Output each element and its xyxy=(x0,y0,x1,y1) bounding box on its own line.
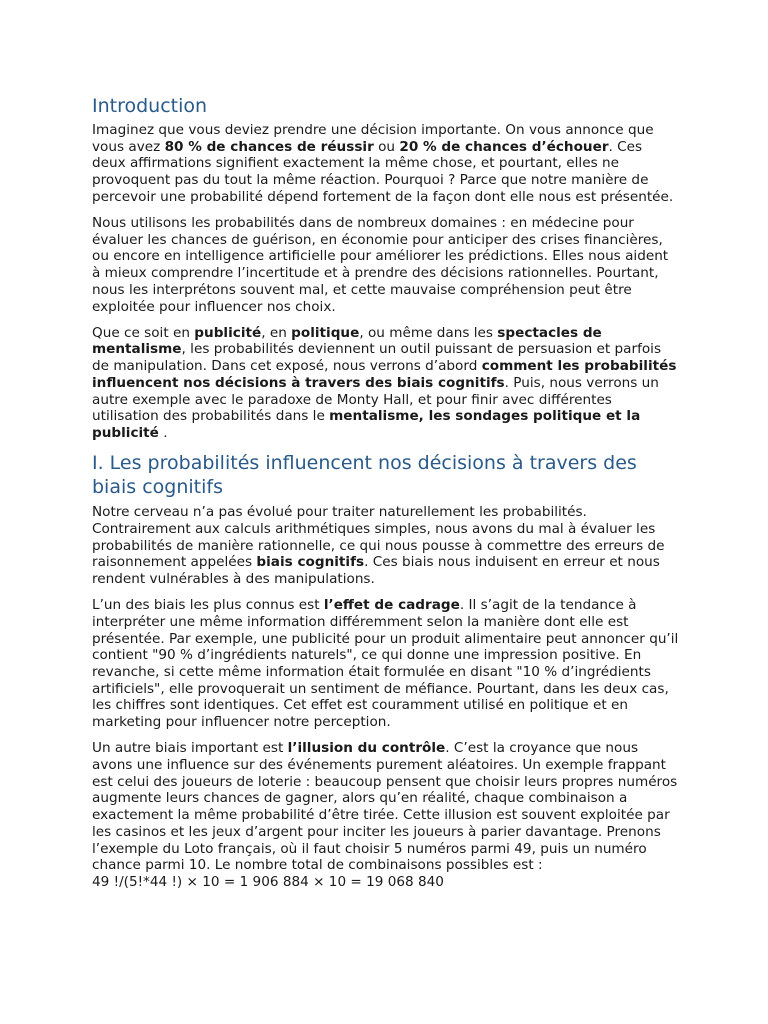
document-page xyxy=(92,92,680,891)
text-run: . Ces deux affirmations signifient exactement la même chose, et pourtant, elles ne provoquent pas du tout la même réaction. Pourquoi ? Parce que notre manière de percevoir une probabilité dépend fortement de la façon dont elle nous est présentée. xyxy=(92,138,674,205)
text-run: ou xyxy=(373,138,400,155)
text-run: Imaginez que vous deviez prendre une décision importante. On vous annonce que vous avez xyxy=(92,122,654,155)
bold-run: 20 % de chances d’échouer xyxy=(399,138,609,155)
text-run: Que ce soit en xyxy=(92,324,195,341)
section-1-paragraph-1 xyxy=(92,504,680,588)
text-run: . Il s’agit de la tendance à interpréter une même information différemment selon la manière dont elle est présentée. Par exemple, une publicité pour un produit alimentaire peut annoncer qu’il contient "90 % d’ingrédients naturels", ce qui donne une impression positive. En revanche, si cette même information était formulée en disant "10 % d’ingrédients artificiels", elle provoquerait un sentiment de méfiance. Pourtant, dans les deux cas, les chiffres sont identiques. Cet effet est couramment utilisé en politique et en marketing pour influencer notre perception. xyxy=(92,597,679,731)
section-1-paragraph-2 xyxy=(92,597,680,731)
text-run: Un autre biais important est xyxy=(92,740,288,757)
text-run: , ou même dans les xyxy=(359,324,498,341)
bold-run: 80 % de chances de réussir xyxy=(164,138,374,155)
text-run: . xyxy=(158,424,168,441)
introduction-heading: Introduction xyxy=(92,95,208,117)
bold-run: publicité xyxy=(194,324,262,341)
section-1-paragraph-3 xyxy=(92,740,680,874)
intro-paragraph-1 xyxy=(92,122,680,206)
loto-formula: 49 !/(5!*44 !) × 10 = 1 906 884 × 10 = 19 068 840 xyxy=(92,873,444,890)
text-run: Notre cerveau n’a pas évolué pour traiter naturellement les probabilités. Contrairement aux calculs arithmétiques simples, nous avons du mal à évaluer les probabilités de manière rationnelle, ce qui nous pousse à commettre des erreurs de raisonnement appelées xyxy=(92,504,665,571)
bold-run: spectacles de mentalisme xyxy=(92,324,602,358)
intro-paragraph-2: Nous utilisons les probabilités dans de nombreux domaines : en médecine pour évaluer les chances de guérison, en économie pour anticiper des crises financières, ou encore en intelligence artificielle pour améliorer les prédictions. Elles nous aident à mieux comprendre l’incertitude et à prendre des décisions rationnelles. Pourtant, nous les interprétons souvent mal, et cette mauvaise compréhension peut être exploitée pour influencer nos choix. xyxy=(92,215,669,315)
text-run: L’un des biais les plus connus est xyxy=(92,597,324,614)
intro-paragraph-3 xyxy=(92,325,680,442)
bold-run: l’illusion du contrôle xyxy=(287,740,446,757)
bold-run: biais cognitifs xyxy=(256,554,365,571)
bold-run: l’effet de cadrage xyxy=(323,597,460,614)
text-run: , en xyxy=(261,324,292,341)
text-run: , les probabilités deviennent un outil puissant de persuasion et parfois de manipulation. Dans cet exposé, nous verrons d’abord xyxy=(92,341,662,375)
section-1-heading: I. Les probabilités influencent nos décisions à travers des biais cognitifs xyxy=(92,452,637,499)
text-run: . Ces biais nous induisent en erreur et nous rendent vulnérables à des manipulations. xyxy=(92,554,660,587)
bold-run: mentalisme, les sondages politique et la publicité xyxy=(92,408,641,441)
bold-run: politique xyxy=(291,324,360,341)
text-run: . Puis, nous verrons un autre exemple avec le paradoxe de Monty Hall, et pour finir avec différentes utilisation des probabilités dans le xyxy=(92,374,659,425)
bold-run: comment les probabilités influencent nos décisions à travers des biais cognitifs xyxy=(92,358,677,391)
text-run: . C’est la croyance que nous avons une influence sur des événements purement aléatoires. Un exemple frappant est celui des joueurs de loterie : beaucoup pensent que choisir leurs propres numéros augmente leurs chances de gagner, alors qu’en réalité, chaque combinaison a exactement la même probabilité d’être tirée. Cette illusion est souvent exploitée par les casinos et les jeux d’argent pour inciter les joueurs à parier davantage. Prenons l’exemple du Loto français, où il faut choisir 5 numéros parmi 49, puis un numéro chance parmi 10. Le nombre total de combinaisons possibles est : xyxy=(92,740,678,874)
